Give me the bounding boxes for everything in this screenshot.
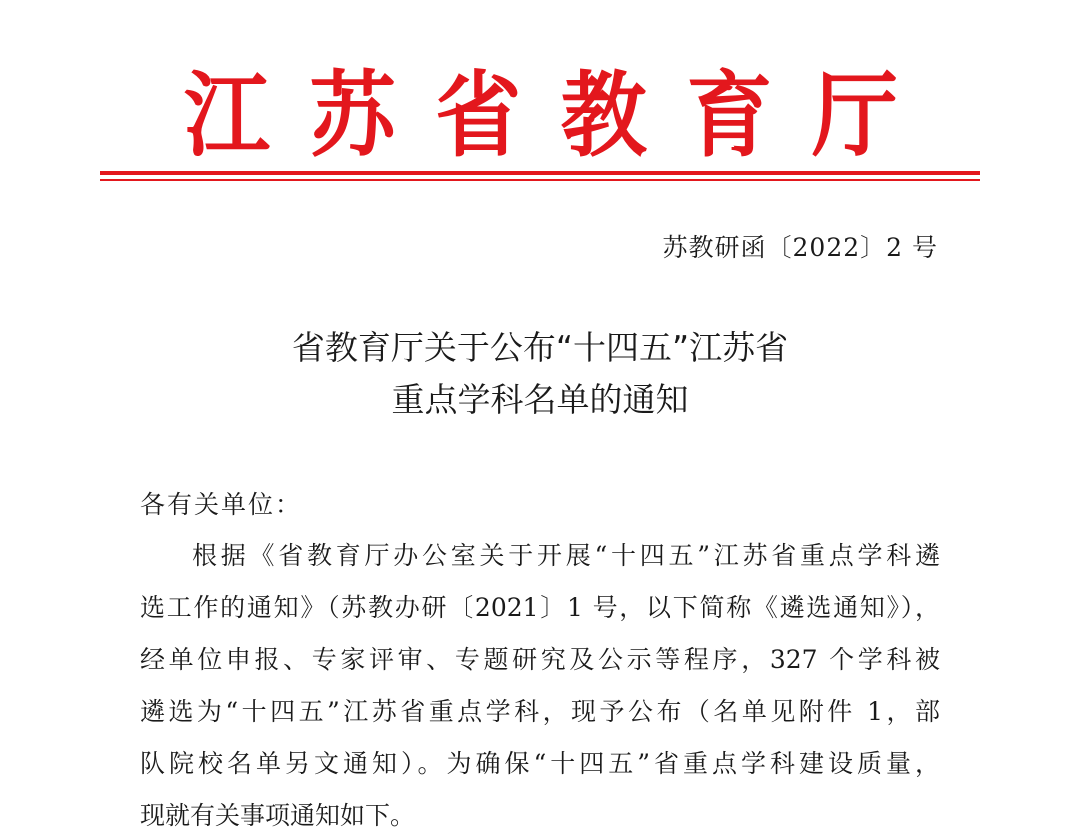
body-line: 经单位申报、专家评审、专题研究及公示等程序，327 个学科被 [140, 645, 940, 674]
body-line: 选工作的通知》（苏教办研〔2021〕1 号，以下简称《遴选通知》）， [140, 593, 940, 622]
masthead-char: 苏 [309, 61, 396, 170]
body-paragraph [140, 530, 940, 837]
masthead-char: 厅 [811, 61, 898, 170]
masthead-char: 育 [686, 61, 773, 170]
title-line-1: 省教育厅关于公布“十四五”江苏省 [291, 328, 789, 367]
body-line: 队院校名单另文通知）。为确保“十四五”省重点学科建设质量， [140, 749, 940, 778]
masthead-rule-thin [100, 179, 980, 181]
masthead-char: 江 [184, 61, 270, 170]
body-line: 根据《省教育厅办公室关于开展“十四五”江苏省重点学科遴 [192, 541, 940, 570]
masthead-title [100, 61, 980, 170]
masthead-char: 教 [560, 61, 647, 170]
title-line-2: 重点学科名单的通知 [391, 380, 689, 419]
masthead-rule-thick [100, 171, 980, 175]
document-title [140, 322, 940, 426]
masthead-char: 省 [435, 61, 522, 170]
document-number: 苏教研函〔2022〕2 号 [662, 233, 938, 262]
body-line: 遴选为“十四五”江苏省重点学科，现予公布（名单见附件 1，部 [140, 697, 940, 726]
body-line: 现就有关事项通知如下。 [140, 801, 416, 830]
salutation: 各有关单位： [140, 490, 303, 519]
